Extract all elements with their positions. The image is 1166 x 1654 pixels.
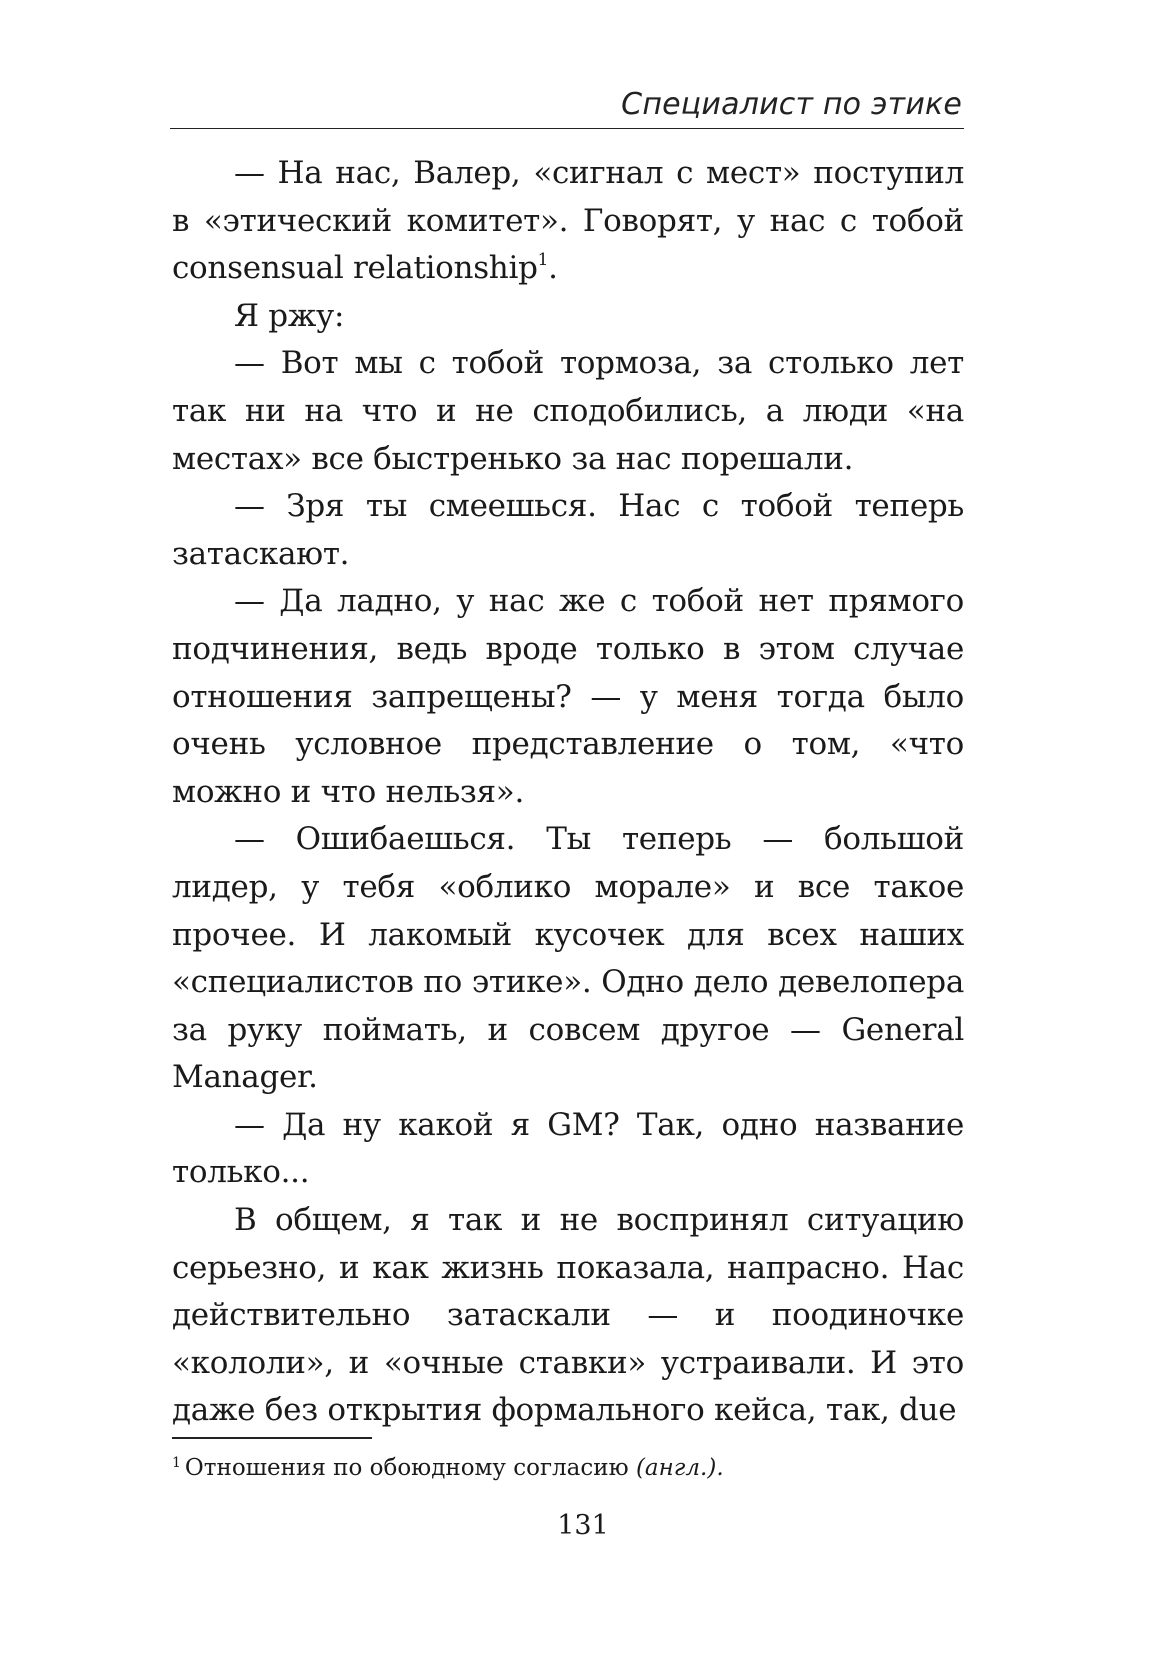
- paragraph-5: — Да ладно, у нас же с тобой нет прямого подчинения, ведь вроде только в этом случае отношения запрещены? — у меня тогда было очень условное представление о том, «что можно и что нельзя».: [172, 583, 964, 810]
- paragraph-4: — Зря ты смеешься. Нас с тобой теперь затаскают.: [172, 488, 964, 572]
- paragraph-1: [172, 150, 964, 293]
- paragraph-8: В общем, я так и не воспринял ситуацию серьезно, и как жизнь показала, напрасно. Нас действительно затаскали — и поодиночке «кололи», и «очные ставки» устраивали. И это даже без открытия формального кейса, так, due: [172, 1202, 964, 1429]
- paragraph-3: — Вот мы с тобой тормоза, за столько лет так ни на что и не сподобились, а люди «на местах» все быстренько за нас порешали.: [172, 345, 964, 477]
- footnote-note: (англ.).: [635, 1455, 724, 1481]
- page-number: 131: [557, 1510, 609, 1541]
- paragraph-1-tail: .: [548, 250, 558, 287]
- footnote-reference: 1: [537, 250, 549, 271]
- footnote-marker: 1: [172, 1455, 181, 1471]
- running-head: [170, 84, 964, 129]
- paragraph-2: Я ржу:: [234, 297, 345, 334]
- footnote-rule: [172, 1437, 372, 1439]
- footnote-text: Отношения по обоюдному согласию: [184, 1455, 629, 1481]
- paragraph-1-text: — На нас, Валер, «сигнал с мест» поступил в «этический комитет». Говорят, у нас с тобой consensual relationship: [172, 155, 964, 287]
- footnote: [172, 1447, 964, 1484]
- paragraph-6: — Ошибаешься. Ты теперь — большой лидер, у тебя «облико морале» и все такое прочее. И лакомый кусочек для всех наших «специалистов по этике». Одно дело девелопера за руку поймать, и совсем другое — General Manager.: [172, 821, 964, 1096]
- body-text: [172, 150, 964, 1435]
- running-head-title: Специалист по этике: [621, 87, 962, 122]
- paragraph-7: — Да ну какой я GM? Так, одно название только...: [172, 1106, 964, 1191]
